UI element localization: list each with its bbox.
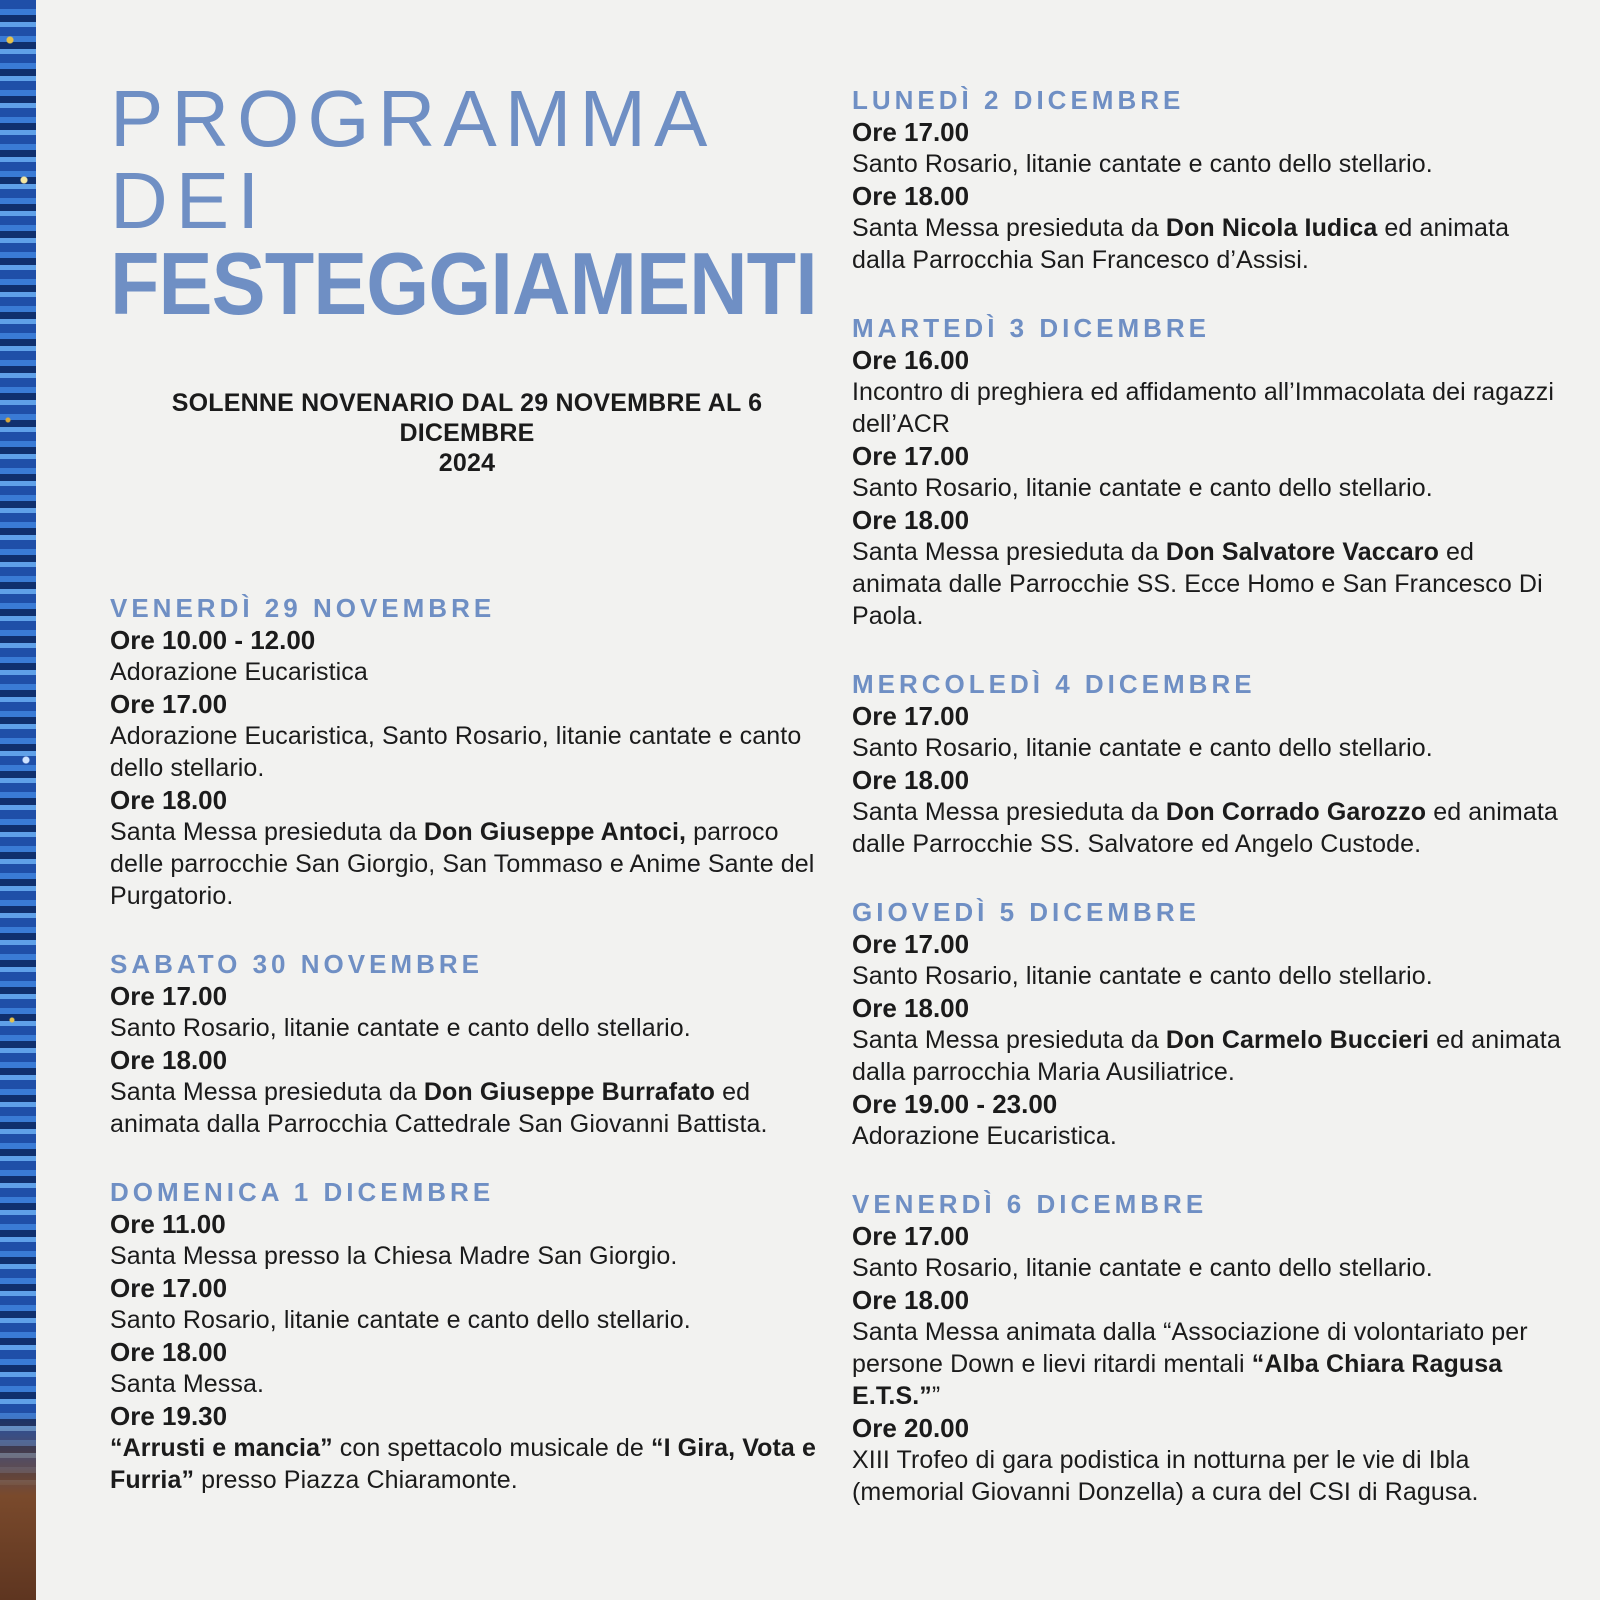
event-description xyxy=(852,472,1562,504)
description-text: ed animata dalla parrocchia Maria Ausiliatrice. xyxy=(852,1026,1561,1086)
mosaic-image-strip xyxy=(0,0,36,1600)
highlighted-text: “Alba Chiara Ragusa E.T.S.” xyxy=(852,1350,1503,1410)
description-text: XIII Trofeo di gara podistica in notturna per le vie di Ibla (memorial Giovanni Donzella) a cura del CSI di Ragusa. xyxy=(852,1446,1479,1506)
highlighted-text: Don Salvatore Vaccaro xyxy=(1165,538,1439,566)
event-time: Ore 17.00 xyxy=(852,441,970,471)
description-text: Santa Messa presieduta da xyxy=(852,214,1166,242)
event-description xyxy=(852,148,1562,180)
day-title: VENERDÌ 6 DICEMBRE xyxy=(852,1189,1208,1219)
event-time: Ore 11.00 xyxy=(110,1209,226,1239)
schedule-left-column xyxy=(110,592,828,1496)
event-time: Ore 10.00 - 12.00 xyxy=(110,625,316,655)
event-description xyxy=(852,1316,1562,1412)
event-description xyxy=(852,1120,1562,1152)
description-text: Santo Rosario, litanie cantate e canto dello stellario. xyxy=(110,1014,691,1042)
event-description xyxy=(852,796,1562,860)
description-text: Santa Messa presieduta da xyxy=(110,1078,424,1106)
highlighted-text: Don Corrado Garozzo xyxy=(1165,798,1427,826)
event-description xyxy=(110,720,828,784)
event-time: Ore 18.00 xyxy=(852,181,970,211)
description-text: Incontro di preghiera ed affidamento all’Immacolata dei ragazzi dell’ACR xyxy=(852,378,1555,438)
event-description xyxy=(852,960,1562,992)
description-text: presso Piazza Chiaramonte. xyxy=(194,1466,518,1494)
highlighted-text: Don Giuseppe Burrafato xyxy=(423,1078,716,1106)
highlighted-text: “Arrusti e mancia” xyxy=(110,1434,333,1462)
event-time: Ore 18.00 xyxy=(110,785,228,815)
day-section xyxy=(110,592,828,912)
event-description xyxy=(852,536,1562,632)
event-description xyxy=(110,656,828,688)
highlighted-text: “I Gira, Vota e Furria” xyxy=(110,1434,816,1494)
day-section xyxy=(852,1188,1562,1508)
day-title: DOMENICA 1 DICEMBRE xyxy=(110,1177,495,1207)
event-time: Ore 18.00 xyxy=(852,1285,970,1315)
day-title: LUNEDÌ 2 DICEMBRE xyxy=(852,85,1185,115)
description-text: Santo Rosario, litanie cantate e canto dello stellario. xyxy=(110,1306,691,1334)
description-text: Santo Rosario, litanie cantate e canto dello stellario. xyxy=(852,150,1433,178)
event-time: Ore 18.00 xyxy=(110,1337,228,1367)
description-text: Santa Messa presieduta da xyxy=(852,798,1166,826)
description-text: ed animata dalla Parrocchia San Francesco d’Assisi. xyxy=(852,214,1510,274)
event-time: Ore 16.00 xyxy=(852,345,970,375)
event-description xyxy=(110,1368,828,1400)
highlighted-text: Don Carmelo Buccieri xyxy=(1165,1026,1430,1054)
day-title: GIOVEDÌ 5 DICEMBRE xyxy=(852,897,1200,927)
description-text: ed animata dalla Parrocchia Cattedrale San Giovanni Battista. xyxy=(110,1078,768,1138)
event-time: Ore 19.30 xyxy=(110,1401,228,1431)
schedule-right-column xyxy=(852,84,1562,1508)
day-section xyxy=(110,948,828,1140)
description-text: Santo Rosario, litanie cantate e canto dello stellario. xyxy=(852,734,1433,762)
title-line-2: FESTEGGIAMENTI xyxy=(110,234,817,333)
subtitle-line-2: 2024 xyxy=(438,449,496,477)
day-section xyxy=(852,896,1562,1152)
event-description xyxy=(852,1444,1562,1508)
event-description xyxy=(852,732,1562,764)
description-text: Adorazione Eucaristica, Santo Rosario, litanie cantate e canto dello stellario. xyxy=(110,722,802,782)
event-description xyxy=(110,1076,828,1140)
event-description xyxy=(852,212,1562,276)
description-text: Santo Rosario, litanie cantate e canto dello stellario. xyxy=(852,474,1433,502)
event-time: Ore 17.00 xyxy=(110,1273,228,1303)
day-title: SABATO 30 NOVEMBRE xyxy=(110,949,483,979)
event-time: Ore 17.00 xyxy=(852,701,970,731)
description-text: Santa Messa. xyxy=(110,1370,265,1398)
event-description xyxy=(110,1304,828,1336)
event-time: Ore 18.00 xyxy=(852,993,970,1023)
description-text: ed animata dalle Parrocchie SS. Ecce Homo e San Francesco Di Paola. xyxy=(852,538,1543,630)
event-time: Ore 17.00 xyxy=(852,929,970,959)
event-time: Ore 18.00 xyxy=(852,765,970,795)
event-time: Ore 17.00 xyxy=(110,689,228,719)
subtitle-line-1: SOLENNE NOVENARIO DAL 29 NOVEMBRE AL 6 DICEMBRE xyxy=(171,389,763,447)
description-text: ” xyxy=(931,1382,941,1410)
day-title: MARTEDÌ 3 DICEMBRE xyxy=(852,313,1211,343)
event-time: Ore 17.00 xyxy=(852,1221,970,1251)
description-text: Santo Rosario, litanie cantate e canto dello stellario. xyxy=(852,1254,1433,1282)
highlighted-text: Don Nicola Iudica xyxy=(1165,214,1378,242)
description-text: Santa Messa presieduta da xyxy=(852,1026,1166,1054)
day-section xyxy=(852,668,1562,860)
event-description xyxy=(852,376,1562,440)
description-text: Santa Messa presieduta da xyxy=(110,818,424,846)
event-time: Ore 18.00 xyxy=(110,1045,228,1075)
event-description xyxy=(852,1252,1562,1284)
event-time: Ore 17.00 xyxy=(110,981,228,1011)
day-title: VENERDÌ 29 NOVEMBRE xyxy=(110,593,496,623)
description-text: ed animata dalle Parrocchie SS. Salvatore ed Angelo Custode. xyxy=(852,798,1558,858)
day-section xyxy=(852,84,1562,276)
event-description xyxy=(110,1432,828,1496)
description-text: Santa Messa presso la Chiesa Madre San Giorgio. xyxy=(110,1242,678,1270)
event-description xyxy=(852,1024,1562,1088)
event-description xyxy=(110,1240,828,1272)
event-description xyxy=(110,1012,828,1044)
novena-subtitle xyxy=(110,388,824,478)
event-time: Ore 19.00 - 23.00 xyxy=(852,1089,1058,1119)
description-text: Santo Rosario, litanie cantate e canto dello stellario. xyxy=(852,962,1433,990)
title-line-1: PROGRAMMA DEI xyxy=(110,74,711,245)
event-time: Ore 17.00 xyxy=(852,117,970,147)
day-title: MERCOLEDÌ 4 DICEMBRE xyxy=(852,669,1256,699)
description-text: Adorazione Eucaristica xyxy=(110,658,368,686)
description-text: parroco delle parrocchie San Giorgio, San Tommaso e Anime Sante del Purgatorio. xyxy=(110,818,815,910)
description-text: Santa Messa presieduta da xyxy=(852,538,1166,566)
highlighted-text: Don Giuseppe Antoci, xyxy=(423,818,687,846)
event-description xyxy=(110,816,828,912)
event-time: Ore 20.00 xyxy=(852,1413,970,1443)
page-title xyxy=(110,74,817,333)
description-text: Adorazione Eucaristica. xyxy=(852,1122,1117,1150)
event-time: Ore 18.00 xyxy=(852,505,970,535)
description-text: con spettacolo musicale de xyxy=(332,1434,651,1462)
day-section xyxy=(852,312,1562,632)
day-section xyxy=(110,1176,828,1496)
description-text: Santa Messa animata dalla “Associazione di volontariato per persone Down e lievi ritardi mentali xyxy=(852,1318,1528,1378)
